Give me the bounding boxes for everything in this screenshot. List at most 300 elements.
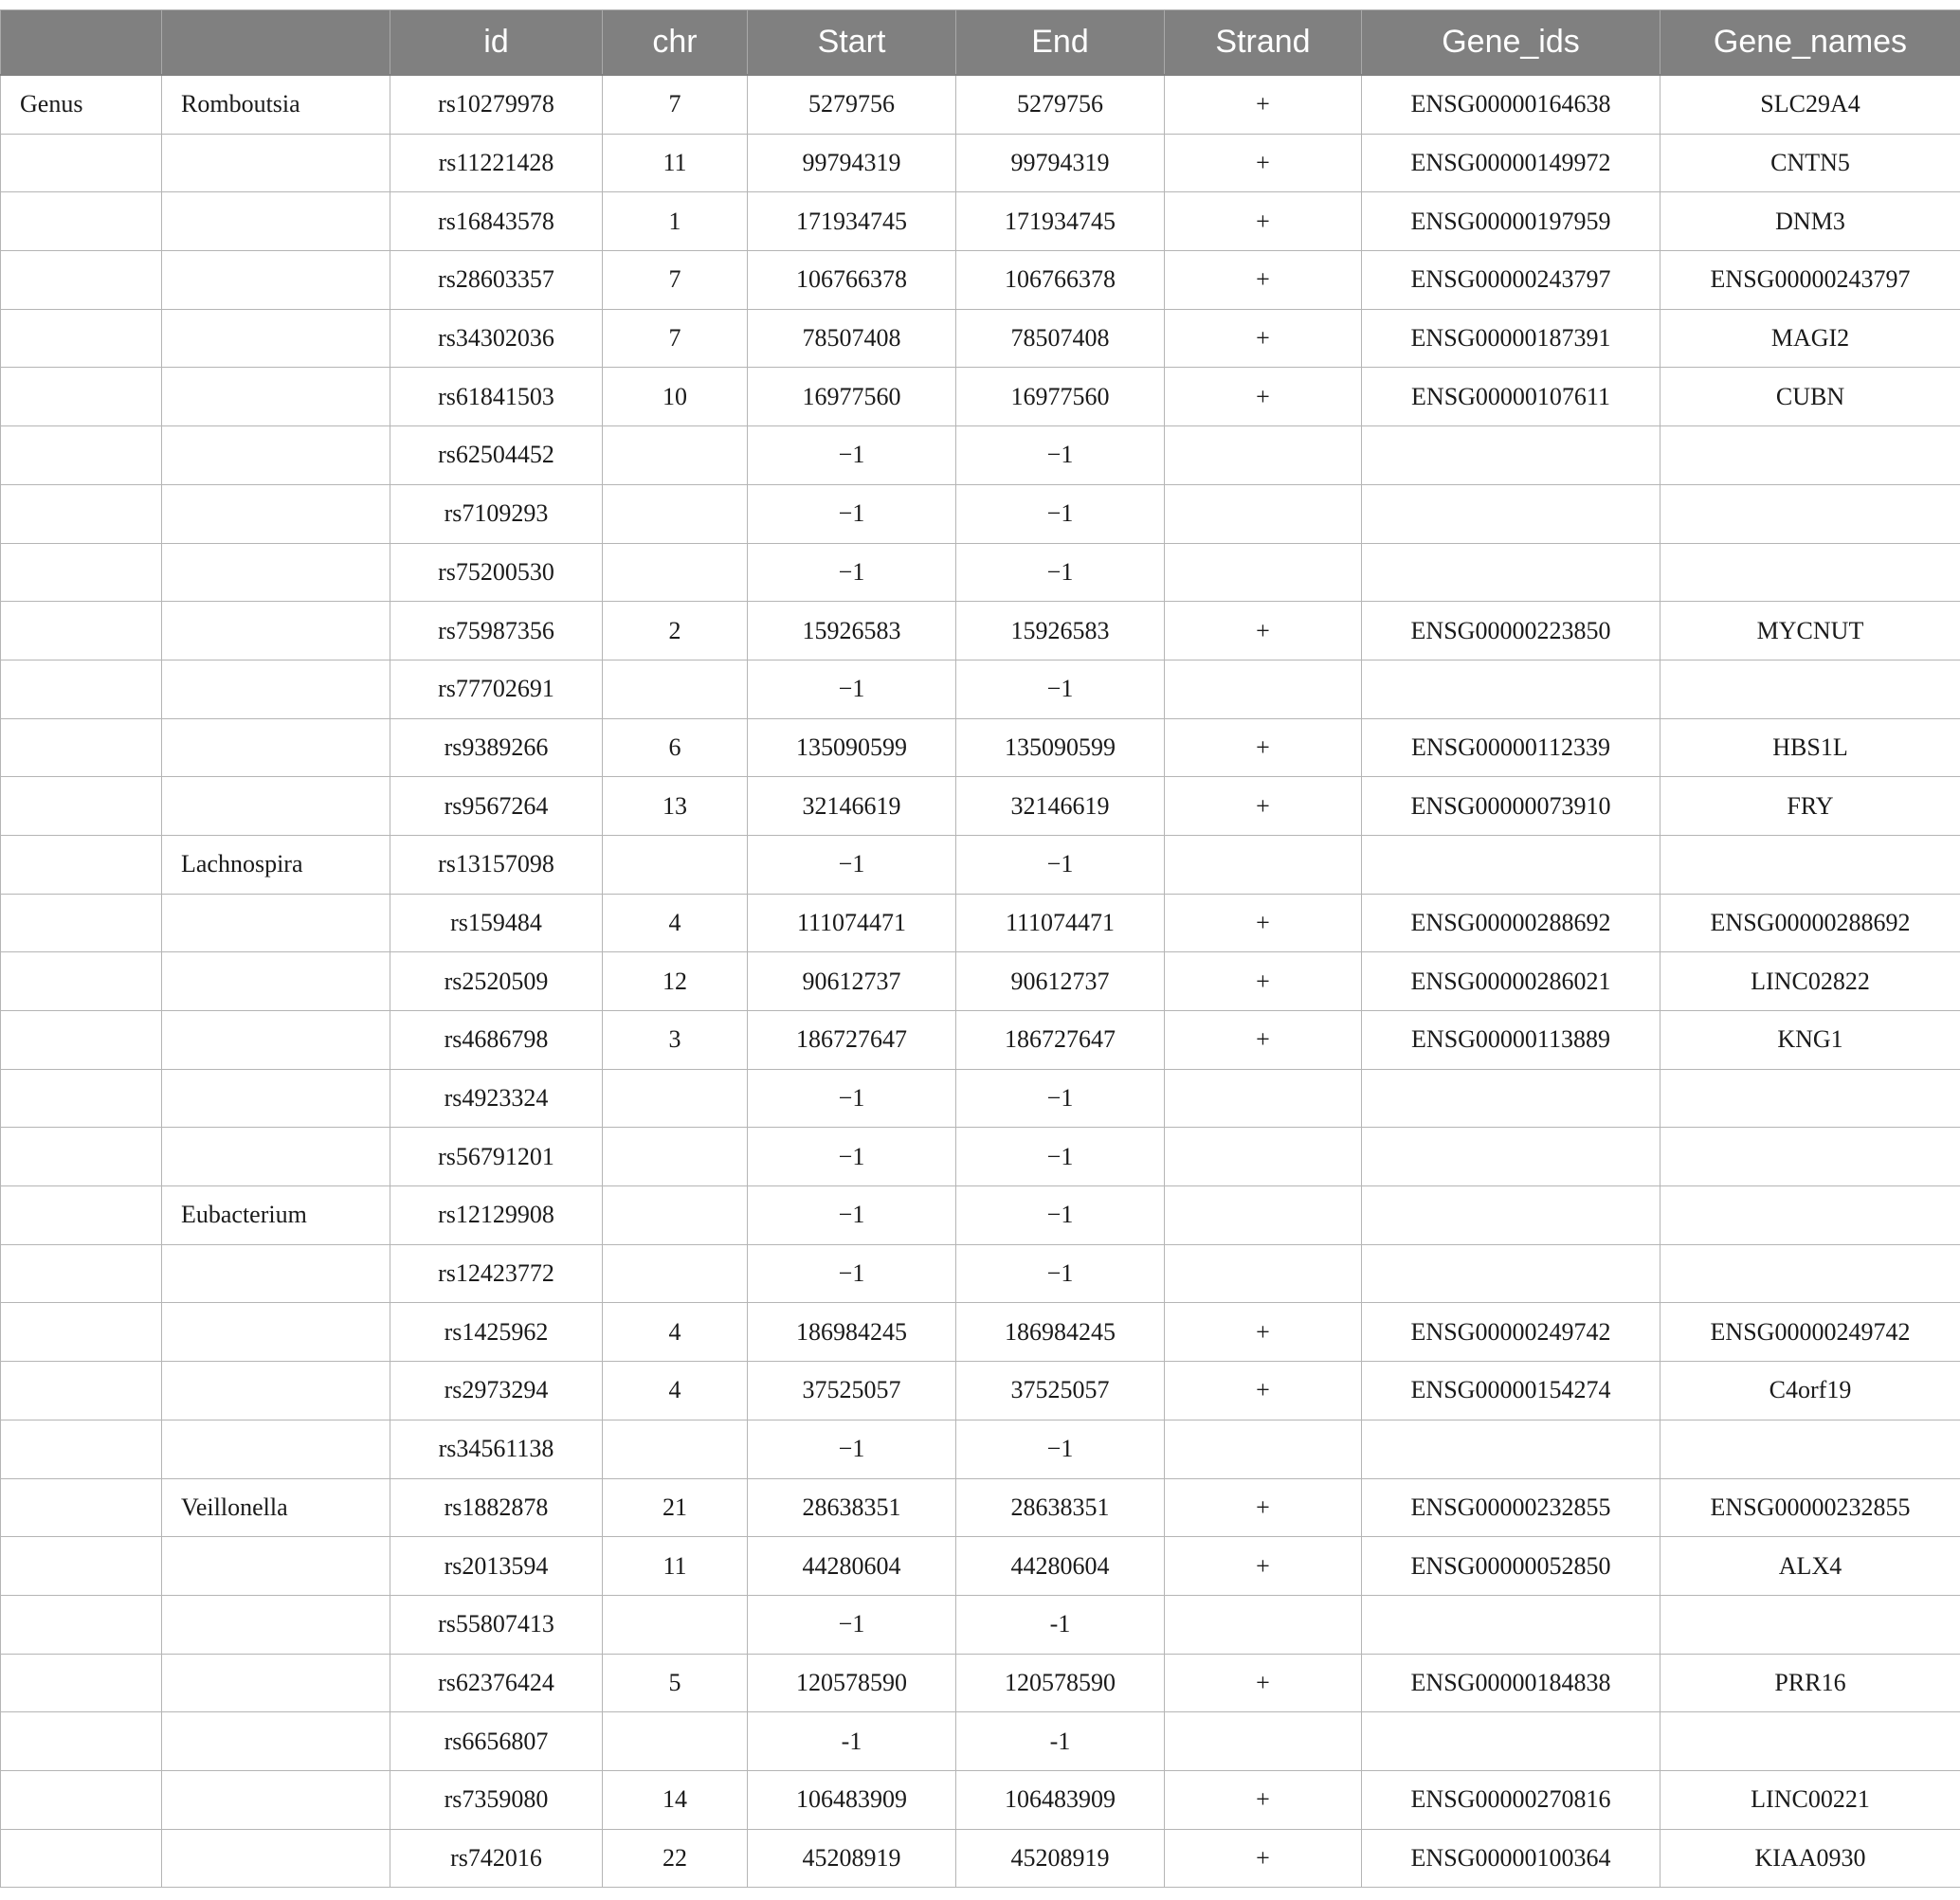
cell-id: rs56791201 bbox=[390, 1128, 603, 1186]
table-row bbox=[1, 1303, 1960, 1362]
cell-id: rs75200530 bbox=[390, 543, 603, 602]
cell-taxon-level bbox=[1, 368, 162, 426]
cell-taxon-level bbox=[1, 1186, 162, 1245]
cell-end: 16977560 bbox=[956, 368, 1165, 426]
cell-taxon-name: Eubacterium bbox=[162, 1186, 390, 1245]
table-row bbox=[1, 1770, 1960, 1829]
cell-gene-ids: ENSG00000288692 bbox=[1362, 894, 1661, 952]
cell-taxon-name bbox=[162, 251, 390, 310]
cell-taxon-name bbox=[162, 543, 390, 602]
cell-chr: 7 bbox=[603, 75, 748, 134]
cell-id: rs12423772 bbox=[390, 1244, 603, 1303]
cell-start: −1 bbox=[748, 1186, 956, 1245]
cell-gene-ids: ENSG00000100364 bbox=[1362, 1829, 1661, 1888]
cell-gene-names: CUBN bbox=[1661, 368, 1960, 426]
cell-gene-ids bbox=[1362, 1595, 1661, 1654]
cell-start: 171934745 bbox=[748, 192, 956, 251]
cell-start: 106766378 bbox=[748, 251, 956, 310]
cell-gene-names bbox=[1661, 1069, 1960, 1128]
table-row bbox=[1, 1654, 1960, 1712]
cell-taxon-name bbox=[162, 1712, 390, 1771]
cell-gene-names: SLC29A4 bbox=[1661, 75, 1960, 134]
cell-end: −1 bbox=[956, 426, 1165, 485]
cell-end: −1 bbox=[956, 835, 1165, 894]
table-row bbox=[1, 1244, 1960, 1303]
table-row bbox=[1, 1478, 1960, 1537]
cell-gene-ids: ENSG00000107611 bbox=[1362, 368, 1661, 426]
cell-end: 44280604 bbox=[956, 1537, 1165, 1596]
table-row bbox=[1, 1069, 1960, 1128]
cell-strand: + bbox=[1165, 192, 1362, 251]
cell-gene-ids: ENSG00000113889 bbox=[1362, 1011, 1661, 1070]
cell-strand: + bbox=[1165, 952, 1362, 1011]
cell-chr bbox=[603, 1069, 748, 1128]
cell-gene-ids: ENSG00000249742 bbox=[1362, 1303, 1661, 1362]
cell-gene-ids: ENSG00000197959 bbox=[1362, 192, 1661, 251]
cell-end: 90612737 bbox=[956, 952, 1165, 1011]
cell-strand: + bbox=[1165, 1478, 1362, 1537]
table-row bbox=[1, 1362, 1960, 1420]
cell-start: −1 bbox=[748, 543, 956, 602]
cell-chr: 21 bbox=[603, 1478, 748, 1537]
cell-taxon-level bbox=[1, 426, 162, 485]
cell-taxon-level bbox=[1, 718, 162, 777]
cell-taxon-name bbox=[162, 368, 390, 426]
cell-taxon-level bbox=[1, 1244, 162, 1303]
cell-taxon-level bbox=[1, 1478, 162, 1537]
cell-strand: + bbox=[1165, 1537, 1362, 1596]
table-row bbox=[1, 484, 1960, 543]
cell-taxon-level bbox=[1, 1069, 162, 1128]
cell-end: 15926583 bbox=[956, 602, 1165, 660]
cell-end: 99794319 bbox=[956, 134, 1165, 192]
cell-end: −1 bbox=[956, 1244, 1165, 1303]
cell-gene-ids bbox=[1362, 1128, 1661, 1186]
cell-chr: 4 bbox=[603, 894, 748, 952]
cell-start: −1 bbox=[748, 1069, 956, 1128]
table-row bbox=[1, 368, 1960, 426]
cell-start: 16977560 bbox=[748, 368, 956, 426]
cell-chr: 4 bbox=[603, 1303, 748, 1362]
cell-gene-ids: ENSG00000270816 bbox=[1362, 1770, 1661, 1829]
cell-id: rs9389266 bbox=[390, 718, 603, 777]
cell-taxon-name bbox=[162, 718, 390, 777]
cell-taxon-name bbox=[162, 192, 390, 251]
cell-id: rs2973294 bbox=[390, 1362, 603, 1420]
cell-gene-names bbox=[1661, 1128, 1960, 1186]
cell-id: rs77702691 bbox=[390, 660, 603, 718]
cell-chr: 13 bbox=[603, 777, 748, 836]
cell-taxon-name bbox=[162, 1128, 390, 1186]
cell-end: −1 bbox=[956, 1128, 1165, 1186]
header-start: Start bbox=[748, 10, 956, 76]
cell-taxon-level bbox=[1, 1712, 162, 1771]
cell-start: −1 bbox=[748, 1128, 956, 1186]
cell-start: 32146619 bbox=[748, 777, 956, 836]
cell-taxon-name bbox=[162, 894, 390, 952]
cell-chr bbox=[603, 1595, 748, 1654]
cell-chr bbox=[603, 1712, 748, 1771]
cell-id: rs159484 bbox=[390, 894, 603, 952]
cell-taxon-name bbox=[162, 426, 390, 485]
cell-chr: 22 bbox=[603, 1829, 748, 1888]
cell-end: 120578590 bbox=[956, 1654, 1165, 1712]
cell-gene-names bbox=[1661, 1244, 1960, 1303]
cell-strand bbox=[1165, 835, 1362, 894]
cell-taxon-level bbox=[1, 952, 162, 1011]
table-row bbox=[1, 134, 1960, 192]
cell-gene-names: KIAA0930 bbox=[1661, 1829, 1960, 1888]
table-row bbox=[1, 192, 1960, 251]
cell-gene-ids bbox=[1362, 1712, 1661, 1771]
cell-taxon-level bbox=[1, 484, 162, 543]
cell-taxon-name bbox=[162, 777, 390, 836]
cell-chr bbox=[603, 1186, 748, 1245]
cell-start: −1 bbox=[748, 1595, 956, 1654]
cell-taxon-name bbox=[162, 1829, 390, 1888]
cell-id: rs55807413 bbox=[390, 1595, 603, 1654]
table-row bbox=[1, 1128, 1960, 1186]
cell-chr: 4 bbox=[603, 1362, 748, 1420]
cell-gene-ids bbox=[1362, 660, 1661, 718]
cell-chr bbox=[603, 426, 748, 485]
cell-id: rs9567264 bbox=[390, 777, 603, 836]
cell-end: 32146619 bbox=[956, 777, 1165, 836]
header-gene-ids: Gene_ids bbox=[1362, 10, 1661, 76]
cell-gene-ids: ENSG00000232855 bbox=[1362, 1478, 1661, 1537]
cell-taxon-level bbox=[1, 192, 162, 251]
cell-strand: + bbox=[1165, 1770, 1362, 1829]
cell-gene-ids bbox=[1362, 835, 1661, 894]
cell-gene-names: ALX4 bbox=[1661, 1537, 1960, 1596]
table-row bbox=[1, 309, 1960, 368]
cell-gene-names: HBS1L bbox=[1661, 718, 1960, 777]
cell-gene-ids: ENSG00000286021 bbox=[1362, 952, 1661, 1011]
cell-gene-ids: ENSG00000184838 bbox=[1362, 1654, 1661, 1712]
header-strand: Strand bbox=[1165, 10, 1362, 76]
cell-gene-names: ENSG00000249742 bbox=[1661, 1303, 1960, 1362]
cell-taxon-level bbox=[1, 1420, 162, 1478]
cell-taxon-name bbox=[162, 1303, 390, 1362]
cell-taxon-level bbox=[1, 1770, 162, 1829]
cell-end: −1 bbox=[956, 543, 1165, 602]
header-end: End bbox=[956, 10, 1165, 76]
cell-chr bbox=[603, 1128, 748, 1186]
cell-strand bbox=[1165, 484, 1362, 543]
cell-chr: 1 bbox=[603, 192, 748, 251]
cell-chr bbox=[603, 1244, 748, 1303]
cell-gene-ids: ENSG00000164638 bbox=[1362, 75, 1661, 134]
table-row bbox=[1, 777, 1960, 836]
cell-gene-names bbox=[1661, 484, 1960, 543]
cell-taxon-name: Romboutsia bbox=[162, 75, 390, 134]
cell-end: −1 bbox=[956, 1069, 1165, 1128]
cell-taxon-name bbox=[162, 602, 390, 660]
cell-end: −1 bbox=[956, 484, 1165, 543]
cell-chr bbox=[603, 1420, 748, 1478]
cell-chr: 6 bbox=[603, 718, 748, 777]
cell-chr bbox=[603, 484, 748, 543]
cell-chr: 7 bbox=[603, 251, 748, 310]
header-blank-1 bbox=[1, 10, 162, 76]
cell-id: rs1425962 bbox=[390, 1303, 603, 1362]
cell-gene-names: ENSG00000232855 bbox=[1661, 1478, 1960, 1537]
cell-gene-names bbox=[1661, 1595, 1960, 1654]
cell-start: 44280604 bbox=[748, 1537, 956, 1596]
cell-taxon-level bbox=[1, 1537, 162, 1596]
cell-taxon-level bbox=[1, 1362, 162, 1420]
cell-chr: 10 bbox=[603, 368, 748, 426]
cell-gene-names: ENSG00000288692 bbox=[1661, 894, 1960, 952]
cell-start: 120578590 bbox=[748, 1654, 956, 1712]
cell-end: 28638351 bbox=[956, 1478, 1165, 1537]
cell-gene-names: C4orf19 bbox=[1661, 1362, 1960, 1420]
cell-start: 106483909 bbox=[748, 1770, 956, 1829]
cell-chr bbox=[603, 543, 748, 602]
table-row bbox=[1, 835, 1960, 894]
table-row bbox=[1, 952, 1960, 1011]
cell-strand bbox=[1165, 660, 1362, 718]
cell-taxon-level bbox=[1, 309, 162, 368]
cell-start: 15926583 bbox=[748, 602, 956, 660]
cell-taxon-name bbox=[162, 1362, 390, 1420]
table-row bbox=[1, 75, 1960, 134]
cell-taxon-name bbox=[162, 134, 390, 192]
cell-strand: + bbox=[1165, 602, 1362, 660]
cell-end: 106483909 bbox=[956, 1770, 1165, 1829]
cell-strand: + bbox=[1165, 718, 1362, 777]
cell-strand: + bbox=[1165, 1654, 1362, 1712]
cell-strand: + bbox=[1165, 368, 1362, 426]
cell-end: 106766378 bbox=[956, 251, 1165, 310]
cell-chr: 2 bbox=[603, 602, 748, 660]
cell-gene-ids: ENSG00000052850 bbox=[1362, 1537, 1661, 1596]
cell-id: rs16843578 bbox=[390, 192, 603, 251]
cell-gene-names bbox=[1661, 1712, 1960, 1771]
cell-taxon-name bbox=[162, 1537, 390, 1596]
cell-taxon-name bbox=[162, 1654, 390, 1712]
table-row bbox=[1, 660, 1960, 718]
cell-chr bbox=[603, 660, 748, 718]
cell-end: -1 bbox=[956, 1712, 1165, 1771]
cell-gene-ids: ENSG00000223850 bbox=[1362, 602, 1661, 660]
table-row bbox=[1, 1829, 1960, 1888]
table-header bbox=[1, 10, 1960, 76]
cell-end: 111074471 bbox=[956, 894, 1165, 952]
cell-end: 186984245 bbox=[956, 1303, 1165, 1362]
cell-strand: + bbox=[1165, 777, 1362, 836]
table-row bbox=[1, 1595, 1960, 1654]
cell-gene-names: FRY bbox=[1661, 777, 1960, 836]
cell-taxon-level bbox=[1, 1011, 162, 1070]
cell-start: 186984245 bbox=[748, 1303, 956, 1362]
cell-chr: 3 bbox=[603, 1011, 748, 1070]
cell-gene-ids: ENSG00000243797 bbox=[1362, 251, 1661, 310]
cell-start: 78507408 bbox=[748, 309, 956, 368]
cell-taxon-level bbox=[1, 1829, 162, 1888]
cell-taxon-level bbox=[1, 777, 162, 836]
table-row bbox=[1, 426, 1960, 485]
cell-gene-names: PRR16 bbox=[1661, 1654, 1960, 1712]
cell-start: 45208919 bbox=[748, 1829, 956, 1888]
table-row bbox=[1, 894, 1960, 952]
cell-start: 99794319 bbox=[748, 134, 956, 192]
cell-gene-names: DNM3 bbox=[1661, 192, 1960, 251]
cell-gene-ids bbox=[1362, 1186, 1661, 1245]
cell-taxon-level bbox=[1, 1303, 162, 1362]
cell-taxon-level bbox=[1, 660, 162, 718]
cell-id: rs62504452 bbox=[390, 426, 603, 485]
cell-gene-ids bbox=[1362, 1069, 1661, 1128]
header-row bbox=[1, 10, 1960, 76]
cell-id: rs2013594 bbox=[390, 1537, 603, 1596]
cell-gene-names: LINC00221 bbox=[1661, 1770, 1960, 1829]
cell-strand: + bbox=[1165, 1303, 1362, 1362]
cell-gene-names bbox=[1661, 1186, 1960, 1245]
cell-id: rs742016 bbox=[390, 1829, 603, 1888]
cell-taxon-name bbox=[162, 1595, 390, 1654]
cell-gene-names: MYCNUT bbox=[1661, 602, 1960, 660]
cell-start: 111074471 bbox=[748, 894, 956, 952]
cell-id: rs75987356 bbox=[390, 602, 603, 660]
cell-gene-names bbox=[1661, 426, 1960, 485]
cell-taxon-level bbox=[1, 1654, 162, 1712]
header-id: id bbox=[390, 10, 603, 76]
cell-end: −1 bbox=[956, 1186, 1165, 1245]
table-body bbox=[1, 75, 1960, 1888]
cell-strand bbox=[1165, 1128, 1362, 1186]
cell-id: rs2520509 bbox=[390, 952, 603, 1011]
cell-gene-ids: ENSG00000187391 bbox=[1362, 309, 1661, 368]
cell-id: rs61841503 bbox=[390, 368, 603, 426]
cell-strand bbox=[1165, 1069, 1362, 1128]
cell-gene-names bbox=[1661, 543, 1960, 602]
cell-taxon-level bbox=[1, 1128, 162, 1186]
cell-start: −1 bbox=[748, 1420, 956, 1478]
cell-start: 90612737 bbox=[748, 952, 956, 1011]
table-row bbox=[1, 251, 1960, 310]
cell-start: 28638351 bbox=[748, 1478, 956, 1537]
table-row bbox=[1, 1537, 1960, 1596]
snp-gene-table-container bbox=[0, 9, 1960, 1888]
cell-taxon-level: Genus bbox=[1, 75, 162, 134]
cell-gene-ids bbox=[1362, 1244, 1661, 1303]
cell-end: 45208919 bbox=[956, 1829, 1165, 1888]
cell-start: 186727647 bbox=[748, 1011, 956, 1070]
cell-strand: + bbox=[1165, 1362, 1362, 1420]
cell-strand bbox=[1165, 1420, 1362, 1478]
cell-start: −1 bbox=[748, 484, 956, 543]
cell-id: rs34302036 bbox=[390, 309, 603, 368]
cell-taxon-level bbox=[1, 543, 162, 602]
cell-end: 78507408 bbox=[956, 309, 1165, 368]
cell-gene-names: LINC02822 bbox=[1661, 952, 1960, 1011]
cell-chr: 12 bbox=[603, 952, 748, 1011]
cell-taxon-name bbox=[162, 484, 390, 543]
cell-strand: + bbox=[1165, 894, 1362, 952]
table-row bbox=[1, 602, 1960, 660]
table-row bbox=[1, 1712, 1960, 1771]
cell-taxon-level bbox=[1, 835, 162, 894]
cell-end: 171934745 bbox=[956, 192, 1165, 251]
cell-chr bbox=[603, 835, 748, 894]
cell-id: rs4686798 bbox=[390, 1011, 603, 1070]
cell-end: −1 bbox=[956, 660, 1165, 718]
cell-chr: 11 bbox=[603, 1537, 748, 1596]
cell-gene-ids: ENSG00000073910 bbox=[1362, 777, 1661, 836]
cell-id: rs34561138 bbox=[390, 1420, 603, 1478]
table-row bbox=[1, 1420, 1960, 1478]
cell-strand: + bbox=[1165, 1829, 1362, 1888]
cell-gene-ids: ENSG00000112339 bbox=[1362, 718, 1661, 777]
cell-gene-names: MAGI2 bbox=[1661, 309, 1960, 368]
cell-strand bbox=[1165, 426, 1362, 485]
cell-taxon-level bbox=[1, 894, 162, 952]
cell-taxon-name bbox=[162, 1011, 390, 1070]
cell-gene-names bbox=[1661, 835, 1960, 894]
table-row bbox=[1, 718, 1960, 777]
cell-id: rs11221428 bbox=[390, 134, 603, 192]
cell-gene-names: ENSG00000243797 bbox=[1661, 251, 1960, 310]
cell-strand bbox=[1165, 543, 1362, 602]
cell-taxon-name: Lachnospira bbox=[162, 835, 390, 894]
cell-gene-ids: ENSG00000154274 bbox=[1362, 1362, 1661, 1420]
cell-taxon-level bbox=[1, 134, 162, 192]
snp-gene-table bbox=[0, 9, 1960, 1888]
header-gene-names: Gene_names bbox=[1661, 10, 1960, 76]
cell-gene-names: KNG1 bbox=[1661, 1011, 1960, 1070]
cell-id: rs4923324 bbox=[390, 1069, 603, 1128]
cell-id: rs6656807 bbox=[390, 1712, 603, 1771]
cell-gene-ids: ENSG00000149972 bbox=[1362, 134, 1661, 192]
cell-chr: 11 bbox=[603, 134, 748, 192]
cell-end: -1 bbox=[956, 1595, 1165, 1654]
cell-end: 135090599 bbox=[956, 718, 1165, 777]
cell-id: rs62376424 bbox=[390, 1654, 603, 1712]
table-row bbox=[1, 1011, 1960, 1070]
cell-chr: 5 bbox=[603, 1654, 748, 1712]
cell-strand: + bbox=[1165, 1011, 1362, 1070]
cell-start: −1 bbox=[748, 1244, 956, 1303]
cell-taxon-name bbox=[162, 660, 390, 718]
cell-gene-names: CNTN5 bbox=[1661, 134, 1960, 192]
cell-id: rs28603357 bbox=[390, 251, 603, 310]
cell-end: 37525057 bbox=[956, 1362, 1165, 1420]
cell-taxon-level bbox=[1, 1595, 162, 1654]
cell-gene-ids bbox=[1362, 543, 1661, 602]
cell-chr: 14 bbox=[603, 1770, 748, 1829]
cell-strand bbox=[1165, 1244, 1362, 1303]
cell-strand: + bbox=[1165, 309, 1362, 368]
cell-id: rs13157098 bbox=[390, 835, 603, 894]
cell-id: rs7109293 bbox=[390, 484, 603, 543]
cell-end: −1 bbox=[956, 1420, 1165, 1478]
cell-end: 5279756 bbox=[956, 75, 1165, 134]
cell-strand bbox=[1165, 1712, 1362, 1771]
cell-id: rs12129908 bbox=[390, 1186, 603, 1245]
cell-id: rs10279978 bbox=[390, 75, 603, 134]
cell-taxon-level bbox=[1, 251, 162, 310]
cell-gene-ids bbox=[1362, 426, 1661, 485]
cell-taxon-name bbox=[162, 1069, 390, 1128]
cell-start: 5279756 bbox=[748, 75, 956, 134]
header-blank-2 bbox=[162, 10, 390, 76]
cell-gene-ids bbox=[1362, 1420, 1661, 1478]
table-row bbox=[1, 1186, 1960, 1245]
cell-taxon-name: Veillonella bbox=[162, 1478, 390, 1537]
cell-gene-names bbox=[1661, 1420, 1960, 1478]
cell-start: 37525057 bbox=[748, 1362, 956, 1420]
